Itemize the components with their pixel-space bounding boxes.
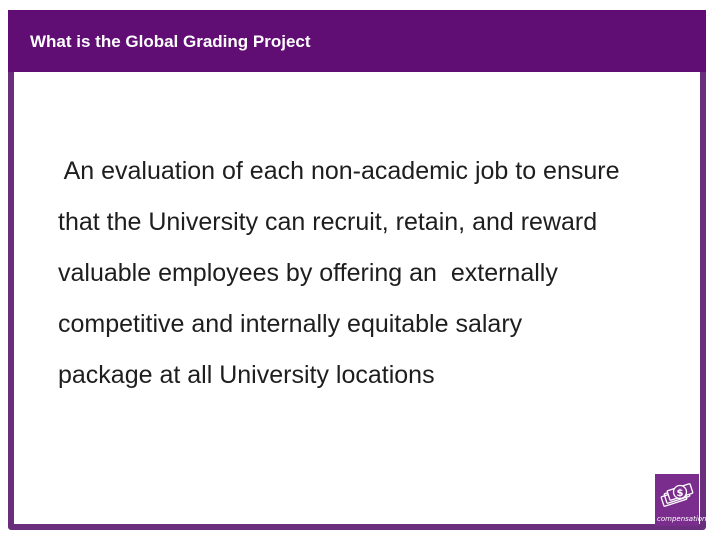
body-line: An evaluation of each non-academic job to ensure — [58, 157, 620, 185]
body-line: that the University can recruit, retain, and reward — [58, 208, 598, 236]
title-bar — [8, 10, 706, 72]
compensation-logo — [655, 474, 707, 526]
body-text — [58, 146, 698, 401]
svg-text:$: $ — [676, 488, 684, 499]
body-line: valuable employees by offering an externally — [58, 259, 558, 287]
logo-label: compensation — [657, 515, 707, 523]
money-stack-icon — [659, 479, 695, 509]
body-line: package at all University locations — [58, 361, 435, 389]
slide-title: What is the Global Grading Project — [30, 32, 311, 51]
body-line: competitive and internally equitable salary — [58, 310, 523, 338]
